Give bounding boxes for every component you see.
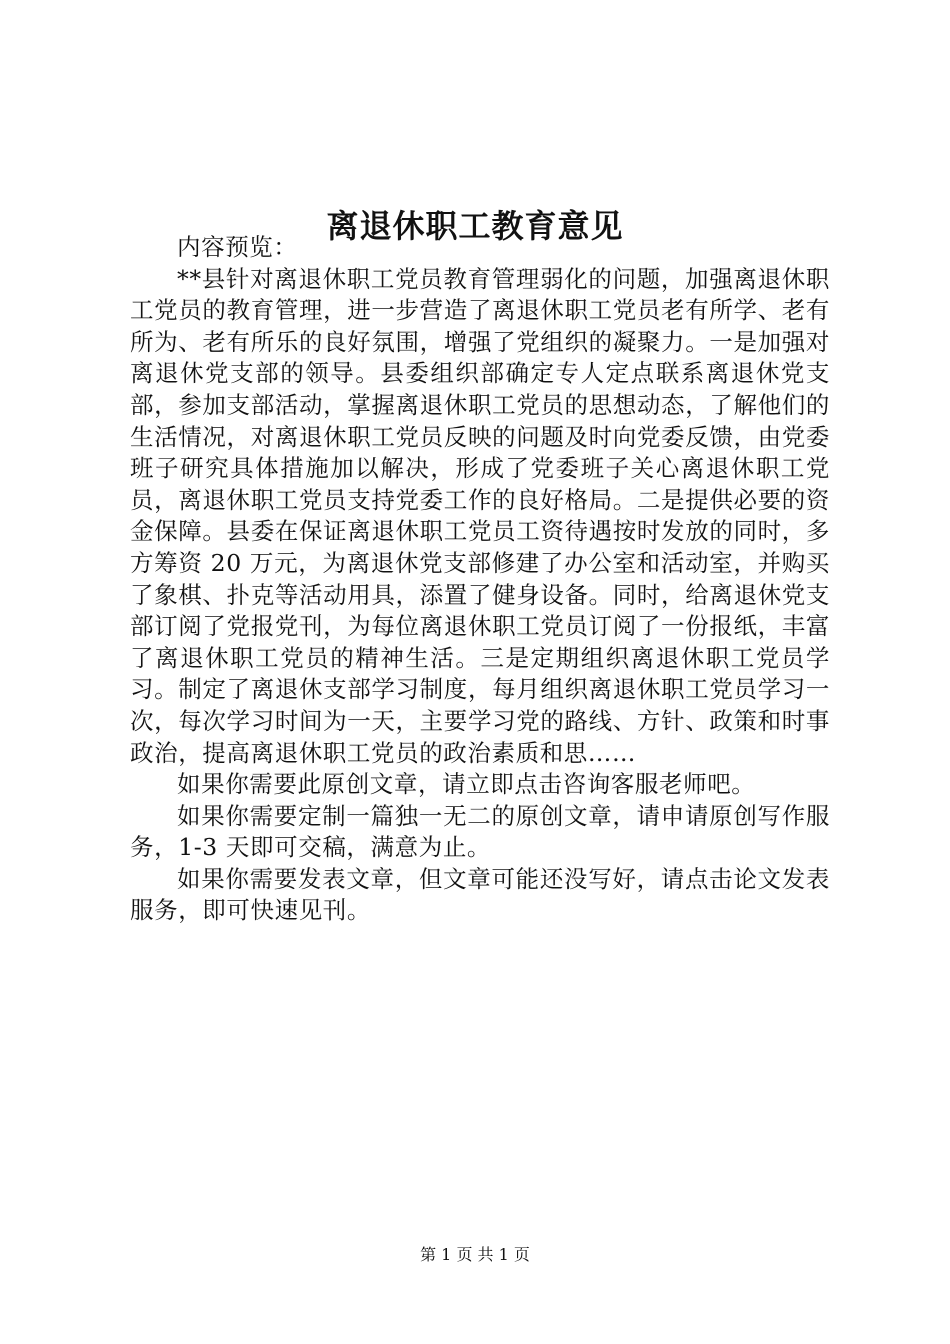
consult-note: 如果你需要此原创文章，请立即点击咨询客服老师吧。 [177,770,756,799]
document-title: 离退休职工教育意见 [326,207,624,246]
document-content [130,232,830,927]
body-paragraph: **县针对离退休职工党员教育管理弱化的问题，加强离退休职工党员的教育管理，进一步营造了离退休职工党员老有所学、老有所为、老有所乐的良好氛围，增强了党组织的凝聚力。一是加强对离退休党支部的领导。县委组织部确定专人定点联系离退休党支部，参加支部活动，掌握离退休职工党员的思想动态，了解他们的生活情况，对离退休职工党员反映的问题及时向党委反馈，由党委班子研究具体措施加以解决，形成了党委班子关心离退休职工党员，离退休职工党员支持党委工作的良好格局。二是提供必要的资金保障。县委在保证离退休职工党员工资待遇按时发放的同时，多方筹资 20 万元，为离退休党支部修建了办公室和活动室，并购买了象棋、扑克等活动用具，添置了健身设备。同时，给离退休党支部订阅了党报党刊，为每位离退休职工党员订阅了一份报纸，丰富了离退休职工党员的精神生活。三是定期组织离退休职工党员学习。制定了离退休支部学习制度，每月组织离退休职工党员学习一次，每次学习时间为一天，主要学习党的路线、方针、政策和时事政治，提高离退休职工党员的政治素质和思…… [130,264,830,767]
preview-label: 内容预览： [177,233,298,261]
publishing-note: 如果你需要发表文章，但文章可能还没写好，请点击论文发表服务，即可快速见刊。 [130,864,830,925]
custom-writing-note: 如果你需要定制一篇独一无二的原创文章，请申请原创写作服务，1-3 天即可交稿，满意为止。 [130,801,830,862]
page-footer: 第 1 页 共 1 页 [420,1245,530,1264]
